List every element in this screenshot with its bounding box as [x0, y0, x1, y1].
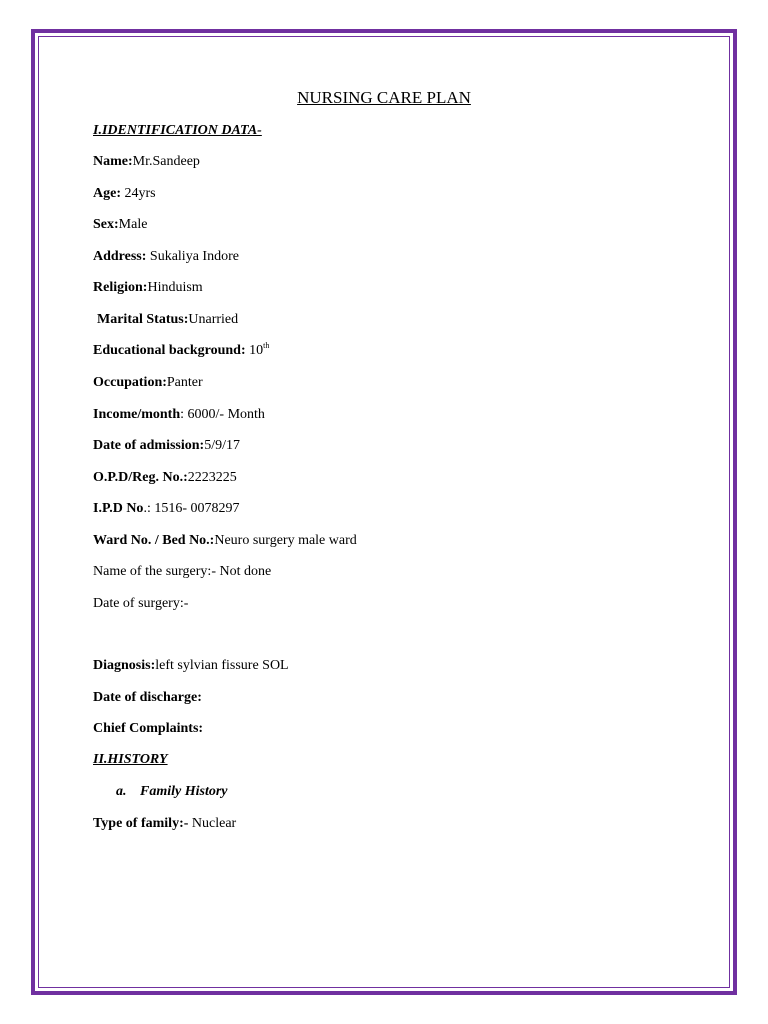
field-date-of-admission-label: Date of admission: [93, 438, 205, 453]
field-occupation-label: Occupation: [93, 375, 167, 390]
field-ipd-no-value: .: 1516- 0078297 [143, 501, 240, 516]
field-name-label: Name: [93, 154, 133, 169]
field-diagnosis-value: left sylvian fissure SOL [155, 658, 289, 673]
field-type-of-family-label: Type of family:- [93, 816, 189, 831]
field-religion-label: Religion: [93, 280, 148, 295]
field-marital-status-label: Marital Status: [97, 312, 189, 327]
field-age-label: Age: [93, 186, 121, 201]
field-opd-reg-no-label: O.P.D/Reg. No.: [93, 470, 188, 485]
field-marital-status [97, 311, 238, 329]
field-address-value: Sukaliya Indore [146, 249, 239, 264]
field-name-of-surgery: Name of the surgery:- Not done [93, 564, 272, 579]
field-diagnosis-label: Diagnosis: [93, 658, 156, 673]
field-religion-value: Hinduism [147, 280, 203, 295]
field-ward-bed-no-value: Neuro surgery male ward [214, 533, 357, 548]
field-educational-background-label: Educational background: [93, 343, 246, 358]
field-type-of-family [93, 815, 236, 833]
field-name-value: Mr.Sandeep [132, 154, 200, 169]
field-date-of-admission [93, 437, 240, 455]
field-opd-reg-no [93, 469, 237, 487]
field-sex-value: Male [118, 217, 148, 232]
subsection-family-history-label: Family History [140, 784, 228, 799]
field-sex [93, 216, 147, 234]
field-marital-status-value: Unarried [188, 312, 239, 327]
field-chief-complaints: Chief Complaints: [93, 721, 204, 736]
field-type-of-family-value: Nuclear [188, 816, 237, 831]
field-income-label: Income/month [93, 407, 181, 422]
field-ipd-no [93, 500, 240, 518]
field-educational-background [93, 342, 269, 360]
subsection-family-history [116, 783, 228, 801]
field-age [93, 185, 156, 203]
field-address-label: Address: [93, 249, 147, 264]
section-history-heading: II.HISTORY [93, 752, 168, 767]
field-diagnosis [93, 657, 289, 675]
list-marker: a. [116, 784, 127, 799]
section-identification-heading: I.IDENTIFICATION DATA- [93, 123, 262, 138]
field-educational-background-value: 10 [245, 343, 264, 358]
field-name [93, 153, 200, 171]
field-date-of-admission-value: 5/9/17 [204, 438, 241, 453]
field-religion [93, 279, 203, 297]
field-income-value: : 6000/- Month [180, 407, 265, 422]
document-title: NURSING CARE PLAN [297, 88, 471, 107]
field-income [93, 406, 265, 424]
field-age-value: 24yrs [121, 186, 156, 201]
field-occupation [93, 374, 203, 392]
field-address [93, 248, 239, 266]
field-sex-label: Sex: [93, 217, 119, 232]
field-date-of-surgery: Date of surgery:- [93, 596, 189, 611]
field-date-of-discharge: Date of discharge: [93, 690, 202, 705]
field-occupation-value: Panter [166, 375, 203, 390]
field-ward-bed-no [93, 532, 357, 550]
field-ipd-no-label: I.P.D No [93, 501, 144, 516]
field-ward-bed-no-label: Ward No. / Bed No.: [93, 533, 215, 548]
field-educational-background-suffix: th [263, 341, 270, 350]
field-opd-reg-no-value: 2223225 [187, 470, 237, 485]
